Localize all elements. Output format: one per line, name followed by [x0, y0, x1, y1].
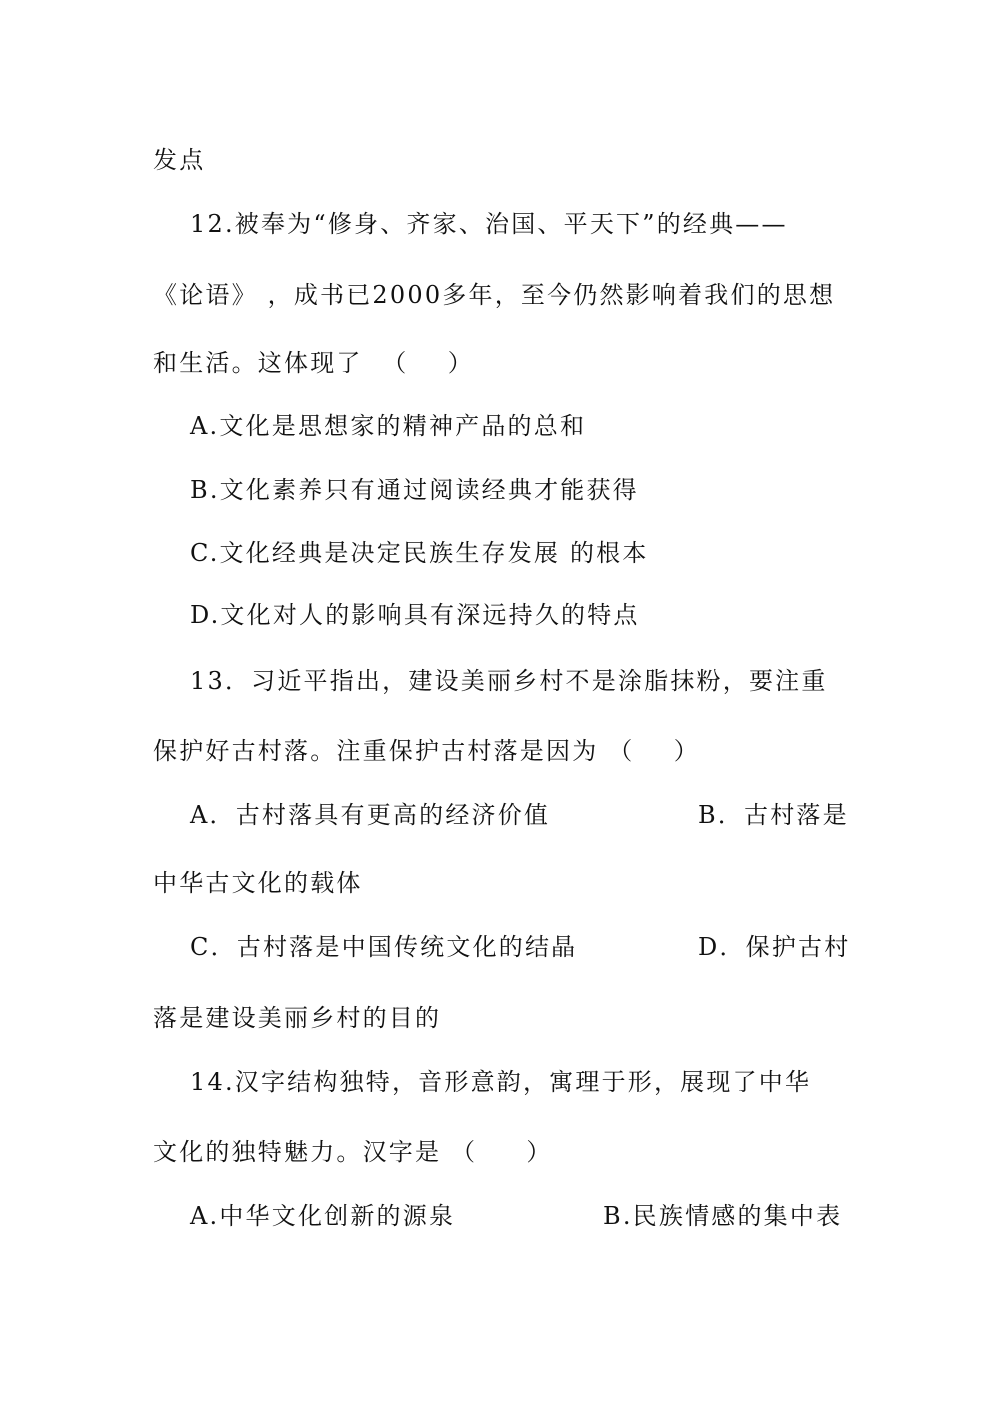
- question-14-stem-line-1: 14.汉字结构独特，音形意韵，寓理于形，展现了中华: [190, 1068, 812, 1096]
- question-12-option-c: C.文化经典是决定民族生存发展 的根本: [190, 539, 649, 567]
- question-13-stem-line-1: 13．习近平指出，建设美丽乡村不是涂脂抹粉，要注重: [190, 667, 828, 695]
- question-13-option-c: C．古村落是中国传统文化的结晶: [190, 933, 578, 961]
- question-13-option-b-continued: 中华古文化的载体: [153, 869, 363, 897]
- question-13-stem-line-2: 保护好古村落。注重保护古村落是因为 （ ）: [153, 737, 700, 765]
- question-14-option-b: B.民族情感的集中表: [603, 1202, 843, 1230]
- question-12-option-d: D.文化对人的影响具有深远持久的特点: [190, 601, 640, 629]
- question-13-option-b: B．古村落是: [698, 801, 849, 829]
- question-12-stem-line-1: 12.被奉为“修身、齐家、治国、平天下”的经典——: [190, 210, 788, 238]
- question-13-option-d: D．保护古村: [698, 933, 851, 961]
- question-14-stem-line-2: 文化的独特魅力。汉字是 （ ）: [153, 1138, 553, 1166]
- question-12-stem-line-3: 和生活。这体现了 （ ）: [153, 349, 474, 377]
- question-12-stem-line-2: 《论语》 ，成书已2000多年，至今仍然影响着我们的思想: [153, 281, 836, 309]
- question-12-option-b: B.文化素养只有通过阅读经典才能获得: [190, 476, 639, 504]
- question-12-option-a: A.文化是思想家的精神产品的总和: [190, 412, 587, 440]
- question-13-option-d-continued: 落是建设美丽乡村的目的: [153, 1004, 442, 1032]
- question-14-option-a: A.中华文化创新的源泉: [190, 1202, 456, 1230]
- question-13-option-a: A．古村落具有更高的经济价值: [190, 801, 551, 829]
- text-line-continuation: 发点: [153, 146, 206, 174]
